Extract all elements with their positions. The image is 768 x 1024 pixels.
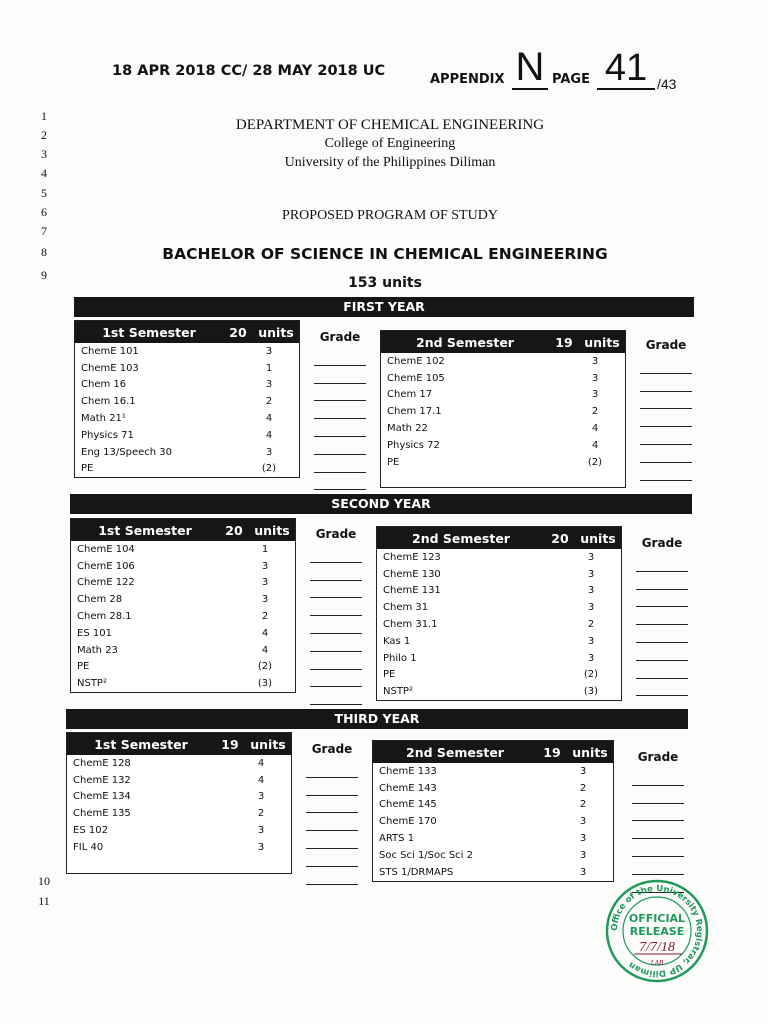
- grade-line[interactable]: [636, 625, 688, 643]
- department-title: DEPARTMENT OF CHEMICAL ENGINEERING: [235, 117, 545, 133]
- units-label: units: [572, 744, 608, 760]
- course-units: 4: [265, 413, 273, 425]
- course-units: 3: [587, 602, 595, 614]
- course-name: ChemE 106: [77, 560, 135, 572]
- course-units: 4: [265, 429, 273, 441]
- semester-units: 20: [229, 324, 247, 340]
- grade-line[interactable]: [314, 473, 366, 491]
- course-name: ChemE 105: [387, 372, 445, 384]
- semester-header: [71, 519, 295, 541]
- grade-line[interactable]: [640, 356, 692, 374]
- course-units: 3: [265, 446, 273, 458]
- line-number: 2: [41, 128, 47, 142]
- grade-line[interactable]: [632, 839, 684, 857]
- course-units: (2): [257, 661, 273, 673]
- appendix-letter: N: [512, 46, 548, 90]
- course-row: [377, 683, 621, 700]
- course-units: 3: [587, 635, 595, 647]
- course-name: Chem 31: [383, 602, 429, 614]
- grade-line[interactable]: [314, 437, 366, 455]
- course-name: ChemE 104: [77, 543, 135, 555]
- course-row: [71, 675, 295, 692]
- course-row: [377, 583, 621, 600]
- grade-header: Grade: [311, 742, 353, 756]
- course-row: [71, 575, 295, 592]
- course-row: [373, 797, 613, 814]
- course-name: ChemE 133: [379, 765, 437, 777]
- course-row: [75, 427, 299, 444]
- course-units: 3: [579, 765, 587, 777]
- course-units: 3: [261, 594, 269, 606]
- grade-line[interactable]: [632, 821, 684, 839]
- course-name: Physics 72: [387, 439, 440, 451]
- course-units: 3: [587, 652, 595, 664]
- grade-line[interactable]: [306, 849, 358, 867]
- grade-line[interactable]: [314, 348, 366, 366]
- semester-box: [70, 518, 296, 693]
- units-label: units: [580, 530, 616, 546]
- grade-header: Grade: [645, 338, 687, 352]
- appendix-label: APPENDIX: [430, 72, 505, 87]
- semester-units: 19: [543, 744, 561, 760]
- year-bar-third: THIRD YEAR: [66, 709, 688, 729]
- course-units: 2: [261, 611, 269, 623]
- grade-line[interactable]: [632, 768, 684, 786]
- semester-name: 2nd Semester: [406, 744, 504, 760]
- stamp-official: OFFICIAL: [628, 912, 686, 925]
- course-name: Math 21¹: [81, 413, 126, 425]
- course-name: Chem 28: [77, 594, 123, 606]
- course-units: 2: [591, 406, 599, 418]
- course-row: [71, 642, 295, 659]
- course-name: ChemE 134: [73, 791, 131, 803]
- grade-line[interactable]: [310, 616, 362, 634]
- course-name: Chem 16.1: [81, 396, 136, 408]
- course-row: [377, 616, 621, 633]
- grade-line[interactable]: [636, 643, 688, 661]
- semester-name: 2nd Semester: [412, 530, 510, 546]
- grade-column: [308, 523, 364, 705]
- grade-line[interactable]: [640, 392, 692, 410]
- course-units: (3): [257, 678, 273, 690]
- course-name: Chem 28.1: [77, 611, 132, 623]
- course-name: Kas 1: [383, 635, 411, 647]
- course-row: [75, 360, 299, 377]
- course-name: FIL 40: [73, 841, 104, 853]
- grade-column: [638, 334, 694, 481]
- semester-name: 1st Semester: [94, 736, 188, 752]
- course-name: Philo 1: [383, 652, 417, 664]
- grade-line[interactable]: [636, 590, 688, 608]
- course-units: 3: [261, 577, 269, 589]
- line-number: 5: [41, 186, 47, 200]
- page-total: /43: [657, 76, 677, 92]
- units-label: units: [254, 522, 290, 538]
- course-row: [75, 410, 299, 427]
- grade-line[interactable]: [306, 760, 358, 778]
- grade-line[interactable]: [306, 867, 358, 885]
- course-units: 3: [257, 825, 265, 837]
- grade-line[interactable]: [640, 427, 692, 445]
- grade-line[interactable]: [632, 857, 684, 875]
- course-row: [71, 558, 295, 575]
- grade-line[interactable]: [314, 419, 366, 437]
- grade-line[interactable]: [632, 804, 684, 822]
- course-units: 3: [579, 849, 587, 861]
- course-row: [67, 789, 291, 806]
- course-row: [381, 454, 625, 471]
- grade-line[interactable]: [310, 634, 362, 652]
- course-row: [373, 830, 613, 847]
- course-name: ChemE 130: [383, 568, 441, 580]
- course-row: [71, 541, 295, 558]
- grade-line[interactable]: [310, 598, 362, 616]
- course-row: [373, 864, 613, 881]
- semester-header: [381, 331, 625, 353]
- course-row: [377, 549, 621, 566]
- course-units: 3: [265, 379, 273, 391]
- course-row: [381, 353, 625, 370]
- line-number: 3: [41, 147, 47, 161]
- semester-name: 1st Semester: [102, 324, 196, 340]
- semester-box: [380, 330, 626, 488]
- course-units: 4: [261, 627, 269, 639]
- grade-line[interactable]: [306, 813, 358, 831]
- semester-box: [376, 526, 622, 701]
- stamp-initials: LAB: [650, 959, 664, 967]
- course-name: PE: [81, 463, 94, 475]
- grade-line[interactable]: [636, 554, 688, 572]
- course-units: 2: [265, 396, 273, 408]
- grade-line[interactable]: [310, 545, 362, 563]
- course-name: Physics 71: [81, 429, 134, 441]
- course-units: 3: [579, 833, 587, 845]
- line-number: 11: [38, 894, 50, 908]
- course-name: ChemE 135: [73, 808, 131, 820]
- course-row: [71, 625, 295, 642]
- proposed-program-title: PROPOSED PROGRAM OF STUDY: [282, 208, 498, 223]
- grade-line[interactable]: [310, 652, 362, 670]
- approval-dates: 18 APR 2018 CC/ 28 MAY 2018 UC: [112, 63, 386, 79]
- course-name: PE: [383, 669, 396, 681]
- course-name: PE: [387, 456, 400, 468]
- page-label: PAGE: [552, 72, 590, 87]
- grade-line[interactable]: [636, 572, 688, 590]
- line-number: 10: [38, 874, 50, 888]
- grade-header: Grade: [637, 750, 679, 764]
- line-number: 1: [41, 109, 47, 123]
- semester-units: 20: [551, 530, 569, 546]
- course-row: [377, 650, 621, 667]
- grade-line[interactable]: [640, 374, 692, 392]
- course-units: (2): [261, 463, 277, 475]
- course-units: (3): [583, 686, 599, 698]
- semester-name: 1st Semester: [98, 522, 192, 538]
- official-release-stamp: [604, 878, 710, 984]
- grade-line[interactable]: [636, 607, 688, 625]
- course-row: [75, 444, 299, 461]
- course-row: [373, 847, 613, 864]
- course-row: [71, 659, 295, 676]
- course-row: [75, 343, 299, 360]
- grade-line[interactable]: [636, 661, 688, 679]
- course-units: 2: [587, 619, 595, 631]
- degree-title: BACHELOR OF SCIENCE IN CHEMICAL ENGINEERING: [162, 245, 608, 263]
- grade-line[interactable]: [636, 679, 688, 697]
- course-name: ChemE 123: [383, 551, 441, 563]
- course-row: [381, 471, 625, 488]
- year-bar-second: SECOND YEAR: [70, 494, 692, 514]
- course-units: 2: [257, 808, 265, 820]
- grade-column: [634, 532, 690, 714]
- course-row: [381, 420, 625, 437]
- grade-column: [630, 746, 686, 893]
- course-row: [377, 599, 621, 616]
- grade-line[interactable]: [310, 670, 362, 688]
- course-row: [67, 856, 291, 873]
- course-units: 3: [579, 866, 587, 878]
- line-number: 8: [41, 245, 47, 259]
- course-units: 3: [591, 389, 599, 401]
- grade-line[interactable]: [640, 409, 692, 427]
- course-name: Soc Sci 1/Soc Sci 2: [379, 849, 473, 861]
- course-name: PE: [77, 661, 90, 673]
- course-name: ChemE 170: [379, 816, 437, 828]
- semester-header: [377, 527, 621, 549]
- course-row: [67, 755, 291, 772]
- line-number: 6: [41, 205, 47, 219]
- course-units: 3: [579, 816, 587, 828]
- units-label: units: [584, 334, 620, 350]
- course-row: [67, 805, 291, 822]
- course-row: [75, 461, 299, 478]
- page-number: 41: [597, 48, 655, 90]
- stamp-date: 7/7/18: [639, 940, 675, 955]
- semester-units: 19: [221, 736, 239, 752]
- grade-line[interactable]: [314, 384, 366, 402]
- semester-header: [67, 733, 291, 755]
- units-label: units: [258, 324, 294, 340]
- course-name: Chem 16: [81, 379, 127, 391]
- course-row: [373, 813, 613, 830]
- year-bar-first: FIRST YEAR: [74, 297, 694, 317]
- grade-line[interactable]: [640, 463, 692, 481]
- line-number: 4: [41, 166, 47, 180]
- course-row: [71, 608, 295, 625]
- grade-line[interactable]: [306, 778, 358, 796]
- course-name: ChemE 143: [379, 782, 437, 794]
- course-units: 3: [257, 841, 265, 853]
- grade-line[interactable]: [310, 563, 362, 581]
- semester-header: [373, 741, 613, 763]
- semester-name: 2nd Semester: [416, 334, 514, 350]
- grade-header: Grade: [319, 330, 361, 344]
- course-row: [373, 780, 613, 797]
- semester-units: 19: [555, 334, 573, 350]
- course-name: ChemE 102: [387, 355, 445, 367]
- course-name: Eng 13/Speech 30: [81, 446, 173, 458]
- course-name: ChemE 131: [383, 585, 441, 597]
- course-row: [67, 772, 291, 789]
- course-units: 3: [591, 355, 599, 367]
- course-units: 4: [591, 439, 599, 451]
- course-units: 3: [261, 560, 269, 572]
- course-name: ChemE 128: [73, 757, 131, 769]
- course-row: [381, 403, 625, 420]
- course-units: 2: [579, 799, 587, 811]
- course-units: 2: [579, 782, 587, 794]
- course-units: 1: [261, 543, 269, 555]
- course-row: [381, 370, 625, 387]
- grade-column: [312, 326, 368, 490]
- course-row: [377, 667, 621, 684]
- course-units: (2): [583, 669, 599, 681]
- total-units: 153 units: [348, 275, 422, 291]
- course-name: Chem 31.1: [383, 619, 438, 631]
- course-row: [75, 393, 299, 410]
- grade-line[interactable]: [310, 581, 362, 599]
- college-name: College of Engineering: [324, 136, 456, 151]
- course-name: ChemE 103: [81, 362, 139, 374]
- semester-units: 20: [225, 522, 243, 538]
- grade-line[interactable]: [314, 366, 366, 384]
- grade-line[interactable]: [310, 687, 362, 705]
- course-units: 3: [587, 585, 595, 597]
- course-name: ES 102: [73, 825, 108, 837]
- stamp-ring-text: Office of the University Registrar, UP Diliman: [609, 883, 705, 979]
- course-units: 4: [261, 644, 269, 656]
- course-units: 1: [265, 362, 273, 374]
- grade-line[interactable]: [314, 455, 366, 473]
- grade-line[interactable]: [306, 831, 358, 849]
- grade-line[interactable]: [306, 796, 358, 814]
- course-name: ARTS 1: [379, 833, 415, 845]
- line-number: 9: [41, 268, 47, 282]
- course-name: NSTP²: [383, 686, 413, 698]
- course-row: [377, 633, 621, 650]
- course-units: 4: [257, 757, 265, 769]
- course-row: [373, 763, 613, 780]
- course-name: ChemE 122: [77, 577, 135, 589]
- course-row: [67, 822, 291, 839]
- course-row: [381, 387, 625, 404]
- course-name: STS 1/DRMAPS: [379, 866, 454, 878]
- semester-box: [372, 740, 614, 882]
- course-units: (2): [587, 456, 603, 468]
- semester-box: [66, 732, 292, 874]
- course-name: Math 23: [77, 644, 118, 656]
- course-row: [67, 839, 291, 856]
- course-units: 3: [257, 791, 265, 803]
- course-row: [381, 437, 625, 454]
- course-name: ChemE 145: [379, 799, 437, 811]
- course-units: 4: [591, 423, 599, 435]
- course-row: [377, 566, 621, 583]
- course-row: [71, 591, 295, 608]
- course-name: ChemE 101: [81, 345, 139, 357]
- course-name: Chem 17.1: [387, 406, 442, 418]
- course-units: 4: [257, 774, 265, 786]
- course-units: 3: [587, 551, 595, 563]
- course-name: ES 101: [77, 627, 112, 639]
- university-name: University of the Philippines Diliman: [284, 155, 496, 170]
- course-name: NSTP²: [77, 678, 107, 690]
- units-label: units: [250, 736, 286, 752]
- semester-box: [74, 320, 300, 478]
- grade-line[interactable]: [640, 445, 692, 463]
- grade-header: Grade: [641, 536, 683, 550]
- semester-header: [75, 321, 299, 343]
- grade-line[interactable]: [632, 786, 684, 804]
- line-number: 7: [41, 224, 47, 238]
- stamp-release: RELEASE: [629, 925, 685, 938]
- grade-column: [304, 738, 360, 885]
- course-units: 3: [587, 568, 595, 580]
- course-row: [75, 377, 299, 394]
- course-name: Math 22: [387, 423, 428, 435]
- course-units: 3: [591, 372, 599, 384]
- course-name: ChemE 132: [73, 774, 131, 786]
- course-name: Chem 17: [387, 389, 433, 401]
- course-units: 3: [265, 345, 273, 357]
- grade-line[interactable]: [314, 401, 366, 419]
- grade-header: Grade: [315, 527, 357, 541]
